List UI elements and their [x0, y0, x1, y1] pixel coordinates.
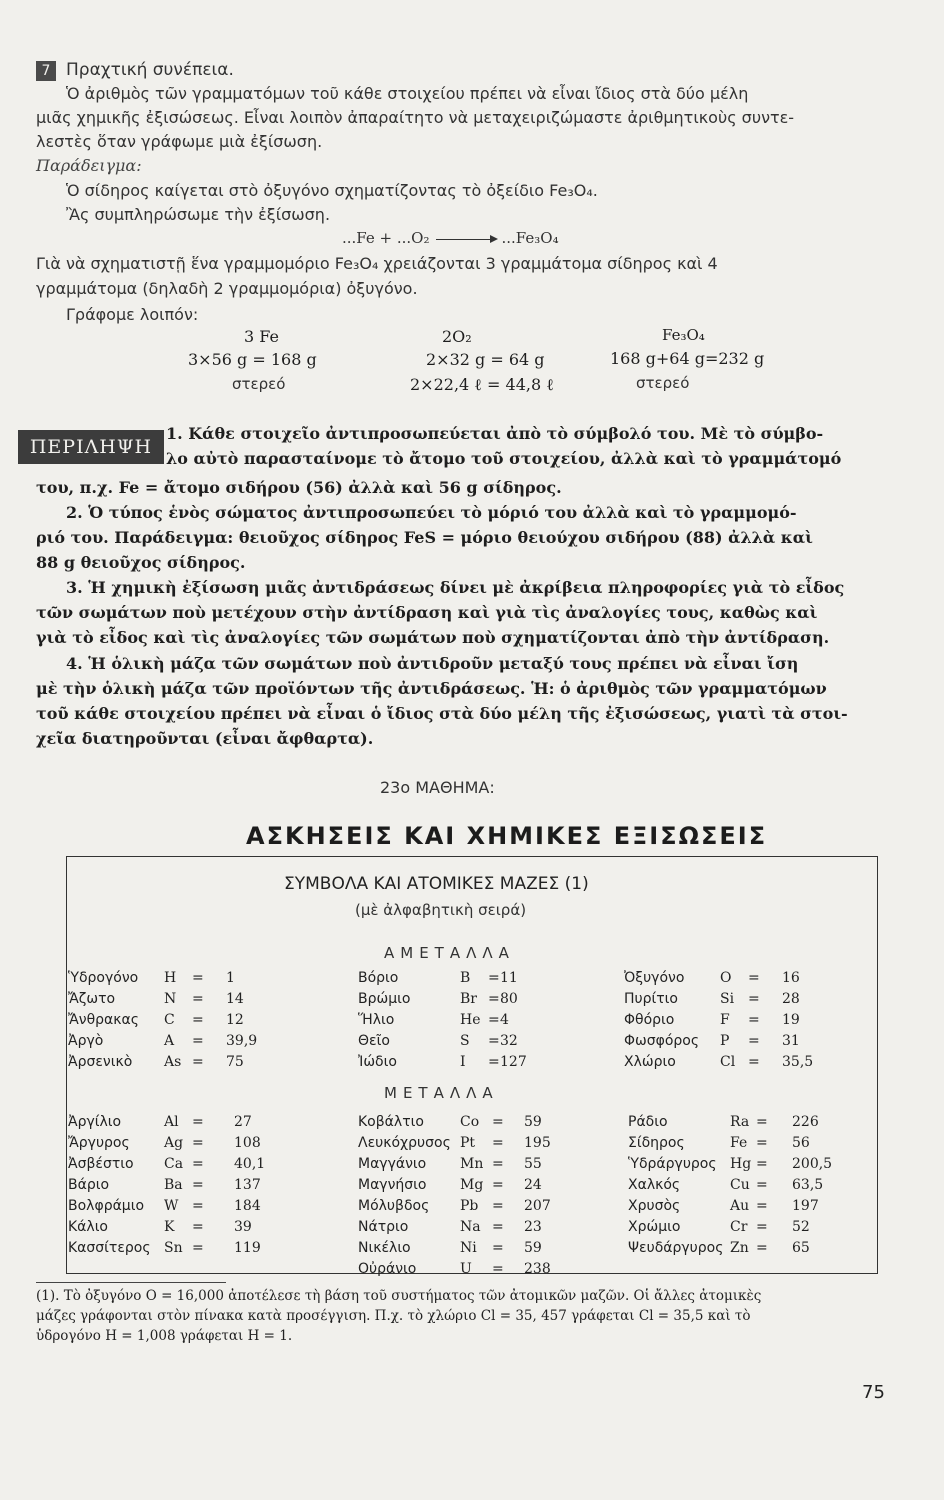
equals-sign: =: [192, 1114, 204, 1130]
element-name: Ἄζωτο: [68, 991, 116, 1007]
equals-sign: =: [756, 1219, 768, 1235]
element-mass: 39,9: [226, 1033, 258, 1049]
element-name: Βρώμιο: [358, 991, 411, 1007]
element-mass: 184: [234, 1198, 261, 1214]
element-symbol: A: [164, 1033, 175, 1049]
element-symbol: Si: [720, 991, 735, 1007]
element-mass: 31: [782, 1033, 800, 1049]
element-symbol: W: [164, 1198, 179, 1214]
paragraph-line: λεστὲς ὅταν γράφωμε μιὰ ἐξίσωση.: [36, 132, 323, 151]
calc-cell: Fe₃O₄: [662, 326, 705, 344]
lesson-label: 23ο ΜΑΘΗΜΑ:: [380, 778, 495, 797]
calc-cell: 2O₂: [442, 327, 472, 346]
element-symbol: Pt: [460, 1135, 476, 1151]
element-name: Νικέλιο: [358, 1240, 411, 1256]
calc-cell: 2×32 g = 64 g: [426, 350, 545, 369]
equals-sign: =: [756, 1156, 768, 1172]
table-title: ΣΥΜΒΟΛΑ ΚΑΙ ΑΤΟΜΙΚΕΣ ΜΑΖΕΣ (1): [284, 874, 589, 894]
element-symbol: U: [460, 1261, 472, 1277]
element-symbol: O: [720, 970, 732, 986]
element-mass: 63,5: [792, 1177, 824, 1193]
page-number: 75: [862, 1382, 885, 1403]
element-name: Μόλυβδος: [358, 1198, 430, 1214]
summary-line: χεῖα διατηροῦνται (εἶναι ἄφθαρτα).: [36, 729, 374, 748]
element-name: Ἄνθρακας: [68, 1012, 139, 1028]
footnote-line: ὑδρογόνο H = 1,008 γράφεται H = 1.: [36, 1328, 293, 1344]
element-symbol: S: [460, 1033, 470, 1049]
equals-sign: =: [192, 1219, 204, 1235]
equals-sign: =: [192, 1054, 204, 1070]
write-label: Γράφομε λοιπόν:: [66, 305, 199, 324]
element-symbol: Pb: [460, 1198, 479, 1214]
equals-sign: =: [756, 1135, 768, 1151]
element-name: Βόριο: [358, 970, 399, 986]
element-symbol: K: [164, 1219, 175, 1235]
element-symbol: Co: [460, 1114, 480, 1130]
equals-sign: =: [488, 1033, 500, 1049]
element-name: Βάριο: [68, 1177, 110, 1193]
element-mass: 75: [226, 1054, 244, 1070]
element-mass: 27: [234, 1114, 252, 1130]
element-name: Φωσφόρος: [624, 1033, 700, 1049]
summary-line: 1. Κάθε στοιχεῖο ἀντιπροσωπεύεται ἀπὸ τὸ σύμβολό του. Μὲ τὸ σύμβο-: [166, 424, 824, 443]
example-line: Ὁ σίδηρος καίγεται στὸ ὀξυγόνο σχηματίζοντας τὸ ὀξείδιο Fe₃O₄.: [66, 181, 598, 200]
equals-sign: =: [492, 1198, 504, 1214]
equals-sign: =: [492, 1240, 504, 1256]
element-symbol: H: [164, 970, 177, 986]
element-mass: 40,1: [234, 1156, 266, 1172]
equals-sign: =: [756, 1177, 768, 1193]
footnote-line: μάζες γράφονται στὸν πίνακα κατὰ προσέγγιση. Π.χ. τὸ χλώριο Cl = 35, 457 γράφεται Cl = 35,5 καὶ τὸ: [36, 1308, 751, 1324]
element-name: Σίδηρος: [628, 1135, 685, 1151]
paragraph-line: Ὁ ἀριθμὸς τῶν γραμματόμων τοῦ κάθε στοιχείου πρέπει νὰ εἶναι ἴδιος στὰ δύο μέλη: [66, 84, 749, 103]
equals-sign: =: [748, 1054, 760, 1070]
element-mass: 127: [500, 1054, 527, 1070]
element-symbol: Mn: [460, 1156, 484, 1172]
equals-sign: =: [192, 991, 204, 1007]
element-symbol: Hg: [730, 1156, 752, 1172]
element-symbol: Cl: [720, 1054, 736, 1070]
equals-sign: =: [756, 1240, 768, 1256]
element-mass: 56: [792, 1135, 810, 1151]
element-mass: 32: [500, 1033, 518, 1049]
equals-sign: =: [192, 1198, 204, 1214]
element-symbol: F: [720, 1012, 730, 1028]
element-symbol: Ni: [460, 1240, 477, 1256]
nonmetals-header: ΑΜΕΤΑΛΛΑ: [384, 944, 515, 962]
example-label: Παράδειγμα:: [36, 156, 142, 175]
section-heading: [36, 60, 234, 81]
element-name: Βολφράμιο: [68, 1198, 145, 1214]
element-mass: 12: [226, 1012, 244, 1028]
calc-cell: 168 g+64 g=232 g: [610, 349, 765, 368]
equals-sign: =: [488, 1054, 500, 1070]
element-name: Κάλιο: [68, 1219, 108, 1235]
equals-sign: =: [748, 991, 760, 1007]
element-symbol: Cr: [730, 1219, 748, 1235]
summary-line: 88 g θειοῦχος σίδηρος.: [36, 553, 246, 572]
element-mass: 1: [226, 970, 235, 986]
element-mass: 4: [500, 1012, 509, 1028]
lesson-title: ΑΣΚΗΣΕΙΣ ΚΑΙ ΧΗΜΙΚΕΣ ΕΞΙΣΩΣΕΙΣ: [246, 822, 768, 850]
footnote-rule: [36, 1282, 226, 1283]
element-mass: 200,5: [792, 1156, 833, 1172]
footnote-line: (1). Τὸ ὀξυγόνο O = 16,000 ἀποτέλεσε τὴ βάση τοῦ συστήματος τῶν ἀτομικῶν μαζῶν. Οἱ ἄλλες ἀτομικὲς: [36, 1288, 762, 1304]
element-symbol: Br: [460, 991, 477, 1007]
equals-sign: =: [488, 1012, 500, 1028]
element-name: Ὀξυγόνο: [624, 970, 685, 986]
element-symbol: Ag: [164, 1135, 184, 1151]
equals-sign: =: [492, 1261, 504, 1277]
element-mass: 207: [524, 1198, 551, 1214]
element-symbol: Mg: [460, 1177, 484, 1193]
equation-right: ...Fe₃O₄: [501, 229, 559, 247]
element-symbol: Zn: [730, 1240, 749, 1256]
element-name: Λευκόχρυσος: [358, 1135, 451, 1151]
element-mass: 65: [792, 1240, 810, 1256]
element-mass: 119: [234, 1240, 261, 1256]
element-name: Ψευδάργυρος: [628, 1240, 724, 1256]
element-symbol: Al: [164, 1114, 179, 1130]
summary-line: 4. Ἡ ὁλικὴ μάζα τῶν σωμάτων ποὺ ἀντιδροῦν μεταξύ τους πρέπει νὰ εἶναι ἴση: [66, 654, 799, 673]
element-symbol: C: [164, 1012, 175, 1028]
element-mass: 137: [234, 1177, 261, 1193]
equals-sign: =: [492, 1114, 504, 1130]
element-symbol: N: [164, 991, 177, 1007]
element-mass: 80: [500, 991, 518, 1007]
element-name: Θεῖο: [358, 1033, 390, 1049]
equals-sign: =: [748, 970, 760, 986]
equals-sign: =: [488, 991, 500, 1007]
summary-line: τοῦ κάθε στοιχείου πρέπει νὰ εἶναι ὁ ἴδιος στὰ δύο μέλη τῆς ἐξισώσεως, γιατὶ τὰ στοι-: [36, 704, 848, 723]
element-name: Χρώμιο: [628, 1219, 681, 1235]
element-symbol: Au: [730, 1198, 750, 1214]
element-mass: 14: [226, 991, 244, 1007]
element-mass: 19: [782, 1012, 800, 1028]
example-line: Ἂς συμπληρώσωμε τὴν ἐξίσωση.: [66, 205, 331, 224]
summary-line: ριό του. Παράδειγμα: θειοῦχος σίδηρος FeS = μόριο θειούχου σιδήρου (88) ἀλλὰ καὶ: [36, 528, 813, 547]
summary-line: γιὰ τὸ εἶδος καὶ τὶς ἀναλογίες τῶν σωμάτων ποὺ σχηματίζονται ἀπὸ τὴν ἀντίδραση.: [36, 628, 830, 647]
equals-sign: =: [192, 1135, 204, 1151]
element-name: Ὑδράργυρος: [628, 1156, 717, 1172]
equals-sign: =: [192, 1033, 204, 1049]
element-mass: 195: [524, 1135, 551, 1151]
element-name: Χλώριο: [624, 1054, 676, 1070]
calc-cell: 3 Fe: [244, 327, 279, 346]
element-mass: 23: [524, 1219, 542, 1235]
summary-line: λο αὐτὸ παρασταίνομε τὸ ἄτομο τοῦ στοιχείου, ἀλλὰ καὶ τὸ γραμμάτομό: [166, 449, 842, 468]
equals-sign: =: [492, 1135, 504, 1151]
element-symbol: Ba: [164, 1177, 183, 1193]
element-name: Ἄργυρος: [68, 1135, 130, 1151]
element-symbol: Ra: [730, 1114, 750, 1130]
equation: [342, 229, 559, 247]
element-symbol: I: [460, 1054, 466, 1070]
element-name: Χαλκός: [628, 1177, 681, 1193]
summary-line: του, π.χ. Fe = ἄτομο σιδήρου (56) ἀλλὰ καὶ 56 g σίδηρος.: [36, 478, 562, 497]
element-mass: 35,5: [782, 1054, 814, 1070]
equals-sign: =: [192, 1012, 204, 1028]
element-mass: 226: [792, 1114, 819, 1130]
summary-tag: ΠΕΡΙΛΗΨΗ: [18, 430, 164, 464]
element-name: Χρυσὸς: [628, 1198, 681, 1214]
element-name: Οὐράνιο: [358, 1261, 417, 1277]
summary-line: τῶν σωμάτων ποὺ μετέχουν στὴν ἀντίδραση καὶ γιὰ τὶς ἀναλογίες τους, καθὼς καὶ: [36, 603, 818, 622]
equals-sign: =: [492, 1219, 504, 1235]
calc-cell: στερεό: [232, 375, 286, 393]
element-mass: 197: [792, 1198, 819, 1214]
metals-header: ΜΕΤΑΛΛΑ: [384, 1084, 499, 1102]
element-name: Ἰώδιο: [358, 1054, 397, 1070]
summary-line: 3. Ἡ χημικὴ ἐξίσωση μιᾶς ἀντιδράσεως δίνει μὲ ἀκρίβεια πληροφορίες γιὰ τὸ εἶδος: [66, 578, 845, 597]
element-symbol: Cu: [730, 1177, 750, 1193]
element-name: Ἀργὸ: [68, 1033, 104, 1049]
equals-sign: =: [192, 1156, 204, 1172]
element-mass: 28: [782, 991, 800, 1007]
element-mass: 55: [524, 1156, 542, 1172]
element-name: Ἀργίλιο: [68, 1114, 122, 1130]
arrow-icon: [436, 239, 496, 240]
element-symbol: As: [164, 1054, 182, 1070]
equals-sign: =: [756, 1198, 768, 1214]
element-symbol: Fe: [730, 1135, 748, 1151]
calc-cell: 2×22,4 ℓ = 44,8 ℓ: [410, 375, 554, 394]
table-subtitle: (μὲ ἀλφαβητικὴ σειρά): [355, 901, 527, 919]
element-mass: 59: [524, 1240, 542, 1256]
equals-sign: =: [488, 970, 500, 986]
equals-sign: =: [492, 1177, 504, 1193]
calc-cell: στερεό: [636, 374, 690, 392]
element-name: Ἥλιο: [358, 1012, 395, 1028]
element-mass: 108: [234, 1135, 261, 1151]
section-title: Πραχτική συνέπεια.: [66, 60, 234, 80]
equals-sign: =: [756, 1114, 768, 1130]
element-name: Νάτριο: [358, 1219, 409, 1235]
equals-sign: =: [748, 1033, 760, 1049]
element-mass: 16: [782, 970, 800, 986]
element-mass: 11: [500, 970, 518, 986]
summary-line: 2. Ὁ τύπος ἑνὸς σώματος ἀντιπροσωπεύει τὸ μόριό του ἀλλὰ καὶ τὸ γραμμομό-: [66, 503, 797, 522]
equals-sign: =: [192, 970, 204, 986]
element-name: Ὑδρογόνο: [68, 970, 139, 986]
element-name: Κασσίτερος: [68, 1240, 151, 1256]
section-number: 7: [36, 61, 56, 81]
element-mass: 238: [524, 1261, 551, 1277]
element-name: Ράδιο: [628, 1114, 668, 1130]
equals-sign: =: [192, 1177, 204, 1193]
element-symbol: He: [460, 1012, 481, 1028]
element-name: Κοβάλτιο: [358, 1114, 424, 1130]
element-mass: 39: [234, 1219, 252, 1235]
paragraph-line: μιᾶς χημικῆς ἐξισώσεως. Εἶναι λοιπὸν ἀπαραίτητο νὰ μεταχειριζώμαστε ἀριθμητικοὺς συντε-: [36, 108, 795, 127]
equals-sign: =: [492, 1156, 504, 1172]
equation-left: ...Fe + ...O₂: [342, 229, 430, 247]
summary-line: μὲ τὴν ὁλικὴ μάζα τῶν προϊόντων τῆς ἀντιδράσεως. Ἡ: ὁ ἀριθμὸς τῶν γραμματόμων: [36, 679, 827, 698]
equals-sign: =: [748, 1012, 760, 1028]
element-symbol: P: [720, 1033, 730, 1049]
element-mass: 52: [792, 1219, 810, 1235]
element-symbol: Na: [460, 1219, 481, 1235]
element-mass: 24: [524, 1177, 542, 1193]
element-symbol: Ca: [164, 1156, 184, 1172]
element-name: Φθόριο: [624, 1012, 675, 1028]
paragraph-line: Γιὰ νὰ σχηματιστῇ ἕνα γραμμομόριο Fe₃O₄ χρειάζονται 3 γραμμάτομα σίδηρος καὶ 4: [36, 254, 718, 273]
equals-sign: =: [192, 1240, 204, 1256]
calc-cell: 3×56 g = 168 g: [188, 350, 317, 369]
element-name: Μαγνήσιο: [358, 1177, 427, 1193]
paragraph-line: γραμμάτομα (δηλαδὴ 2 γραμμομόρια) ὀξυγόνο.: [36, 279, 418, 298]
element-name: Μαγγάνιο: [358, 1156, 427, 1172]
element-name: Πυρίτιο: [624, 991, 678, 1007]
element-symbol: Sn: [164, 1240, 183, 1256]
element-symbol: B: [460, 970, 471, 986]
element-name: Ἀρσενικὸ: [68, 1054, 133, 1070]
element-mass: 59: [524, 1114, 542, 1130]
element-name: Ἀσβέστιο: [68, 1156, 134, 1172]
